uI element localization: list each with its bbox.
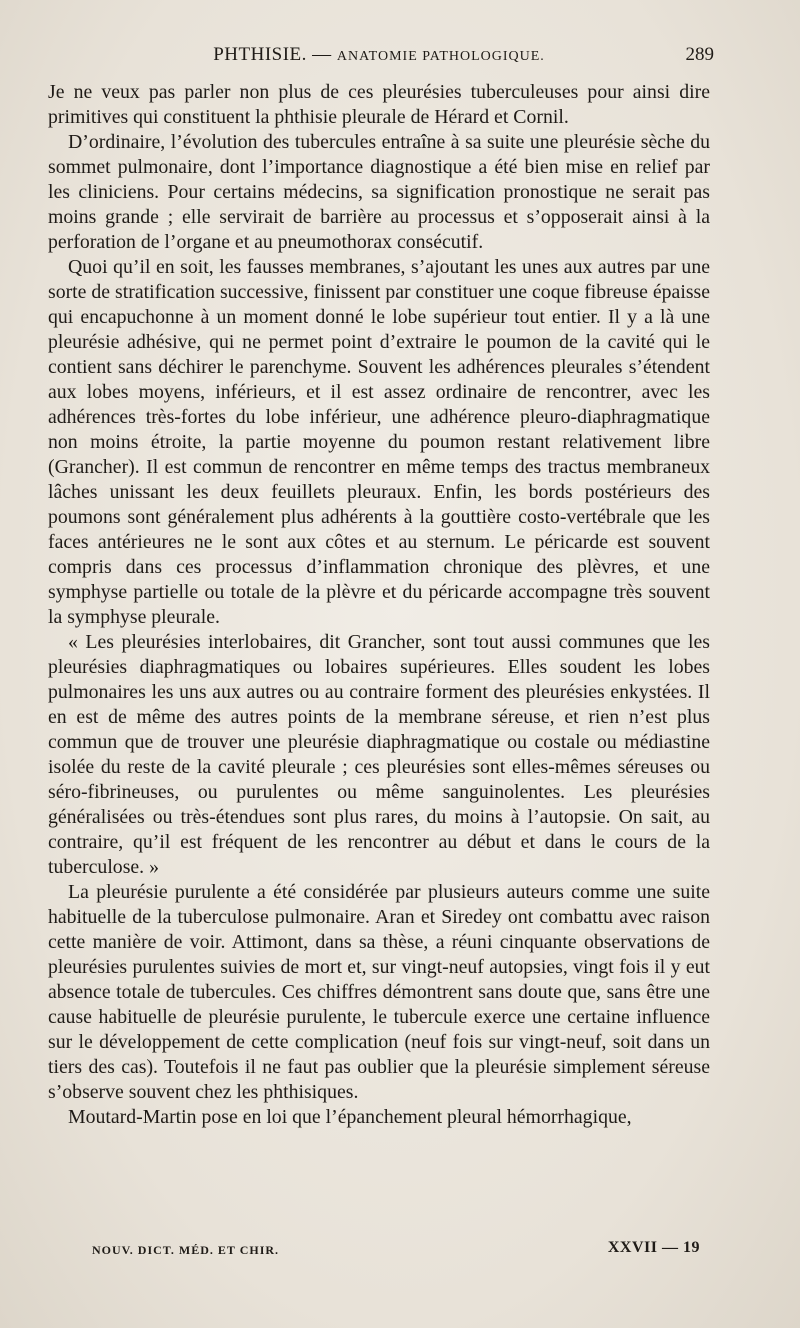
page-footer	[92, 1241, 700, 1263]
paragraph: « Les pleurésies interlobaires, dit Grancher, sont tout aussi communes que les pleurésies diaphragmatiques ou lobaires supérieures. Elles soudent les lobes pulmonaires les uns aux autres ou au contraire forment des pleurésies enkystées. Il en est de même des autres points de la membrane séreuse, et rien n’est plus commun que de trouver une pleurésie diaphragmatique ou costale ou médiastine isolée du reste de la cavité pleurale ; ces pleurésies sont elles-mêmes séreuses ou séro-fibrineuses, ou purulentes ou même sanguinolentes. Les pleurésies généralisées ou très-étendues sont plus rares, du moins à l’autopsie. On sait, au contraire, qu’il est fréquent de les rencontrer au début et dans le cours de la tuberculose. »	[48, 631, 710, 878]
page-header	[48, 44, 714, 72]
body-text	[48, 80, 710, 1130]
running-title-main: PHTHISIE. —	[213, 44, 332, 65]
paragraph: D’ordinaire, l’évolution des tubercules entraîne à sa suite une pleurésie sèche du sommet pulmonaire, dont l’importance diagnostique a été bien mise en relief par les cliniciens. Pour certains médecins, sa signification pronostique ne serait pas moins grande ; elle servirait de barrière au processus et s’opposerait ainsi à la perforation de l’organe et au pneumothorax consécutif.	[48, 131, 710, 253]
paragraph: La pleurésie purulente a été considérée par plusieurs auteurs comme une suite habituelle de la tuberculose pulmonaire. Aran et Siredey ont combattu avec raison cette manière de voir. Attimont, dans sa thèse, a réuni cinquante observations de pleurésies purulentes suivies de mort et, sur vingt-neuf autopsies, vingt fois il y eut absence totale de tubercules. Ces chiffres démontrent sans doute que, sans être une cause habituelle de pleurésie purulente, le tubercule exerce une certaine influence sur le développement de cette complication (neuf fois sur vingt-neuf, soit dans un tiers des cas). Toutefois il ne faut pas oublier que la pleurésie simplement séreuse s’observe souvent chez les phthisiques.	[48, 881, 710, 1103]
running-title-section: ANATOMIE PATHOLOGIQUE.	[336, 49, 545, 64]
page-number: 289	[685, 44, 714, 65]
paragraph: Je ne veux pas parler non plus de ces pleurésies tuberculeuses pour ainsi dire primitives qui constituent la phthisie pleurale de Hérard et Cornil.	[48, 81, 710, 128]
signature-mark: NOUV. DICT. MÉD. ET CHIR.	[92, 1243, 280, 1257]
running-title	[48, 44, 710, 66]
paragraph: Moutard-Martin pose en loi que l’épanchement pleural hémorrhagique,	[68, 1106, 632, 1128]
volume-signature: XXVII — 19	[607, 1239, 700, 1256]
paragraph: Quoi qu’il en soit, les fausses membranes, s’ajoutant les unes aux autres par une sorte de stratification successive, finissent par constituer une coque fibreuse épaisse qui encapuchonne à un moment donné le lobe supérieur tout entier. Il y a là une pleurésie adhésive, qui ne permet point d’extraire le poumon de la cavité qui le contient sans déchirer le parenchyme. Souvent les adhérences pleurales s’étendent aux lobes moyens, inférieurs, et il est assez ordinaire de rencontrer, avec les adhérences très-fortes du lobe inférieur, une adhérence pleuro-diaphragmatique non moins étroite, la partie moyenne du poumon restant relativement libre (Grancher). Il est commun de rencontrer en même temps des tractus membraneux lâches unissant les deux feuillets pleuraux. Enfin, les bords postérieurs des poumons sont généralement plus adhérents à la gouttière costo-vertébrale que les faces antérieures ne le sont aux côtes et au sternum. Le péricarde est souvent compris dans ces processus d’inflammation chronique des plèvres, et une symphyse partielle ou totale de la plèvre et du péricarde accompagne très souvent la symphyse pleurale.	[48, 256, 710, 628]
